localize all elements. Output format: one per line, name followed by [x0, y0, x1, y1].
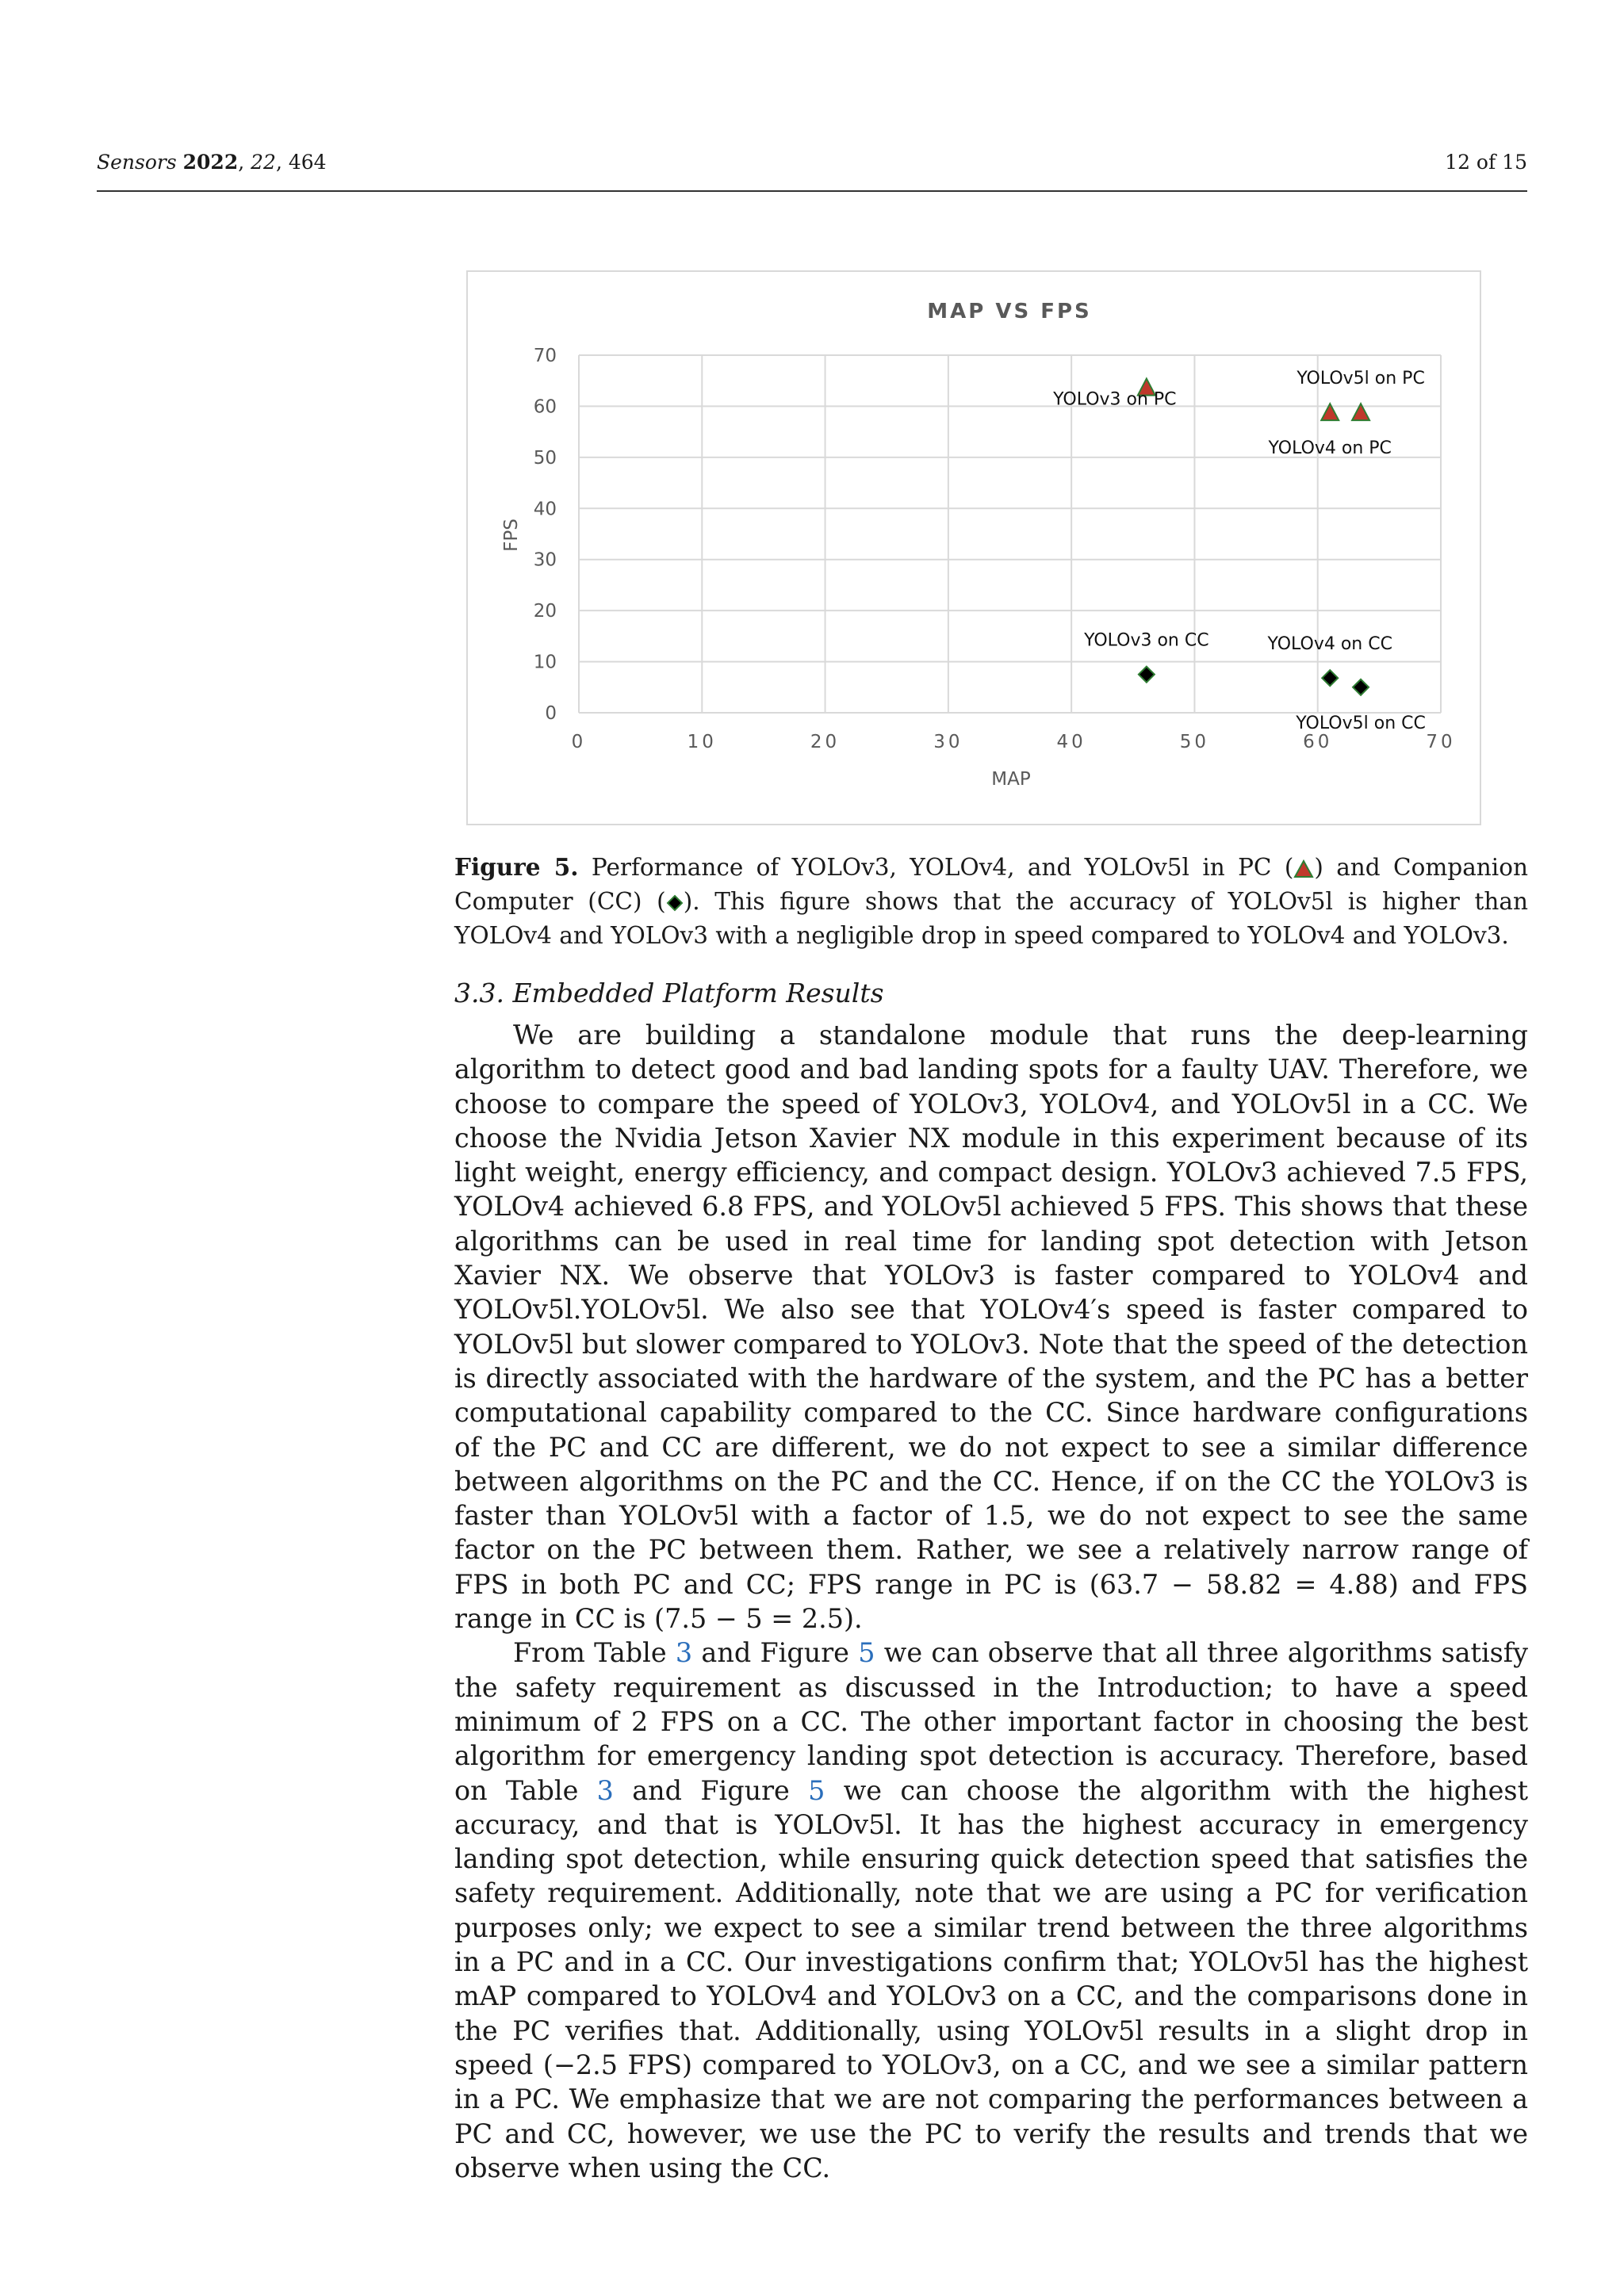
x-tick-label: 60	[1303, 732, 1333, 752]
citation: Sensors 2022, 22, 464	[97, 151, 327, 174]
x-tick-label: 30	[933, 732, 963, 752]
y-axis-label: FPS	[501, 519, 522, 552]
paragraph-2-text: From Table	[513, 1637, 676, 1669]
diamond-marker-icon	[666, 894, 684, 912]
y-tick-label: 30	[533, 549, 557, 571]
y-tick-label: 0	[545, 703, 557, 724]
journal-volume: 22	[251, 151, 276, 174]
y-tick-label: 50	[533, 447, 557, 469]
x-tick-label: 40	[1056, 732, 1086, 752]
cc-point-marker	[1322, 670, 1338, 686]
figure-5-link[interactable]: 5	[858, 1637, 875, 1669]
body-text	[454, 1018, 1528, 2185]
table-3-link[interactable]: 3	[675, 1637, 693, 1669]
figure-caption	[454, 850, 1528, 953]
paragraph-2-text: and Figure	[613, 1774, 809, 1806]
table-3-link[interactable]: 3	[596, 1774, 614, 1806]
x-axis-ticks	[572, 732, 1456, 752]
article-number: 464	[288, 151, 327, 174]
paragraph-2	[454, 1636, 1528, 2185]
x-tick-label: 20	[810, 732, 841, 752]
paragraph-2-text: we can observe that all three algorithms satisfy the safety requirement as discussed in the Introduction; to have a speed minimum of 2 FPS on a CC. The other important factor in choosing the best algorithm for emergency landing spot detection is accuracy. Therefore, based on Table	[454, 1637, 1529, 1806]
chart-grid	[579, 355, 1441, 713]
figure-5-link[interactable]: 5	[808, 1774, 825, 1806]
point-data-label: YOLOv5l on PC	[1297, 369, 1425, 389]
journal-year: 2022	[182, 151, 239, 174]
point-data-label: YOLOv4 on CC	[1267, 634, 1392, 655]
y-tick-label: 20	[533, 601, 557, 622]
map-vs-fps-chart	[468, 272, 1480, 824]
cc-point-marker	[1139, 667, 1155, 683]
figure-5	[466, 270, 1481, 825]
point-data-label: YOLOv5l on CC	[1296, 713, 1426, 733]
journal-name: Sensors	[97, 151, 177, 174]
y-axis-ticks	[534, 346, 557, 724]
figure-label: Figure 5.	[454, 853, 579, 881]
x-tick-label: 70	[1426, 732, 1456, 752]
x-axis-label: MAP	[991, 769, 1031, 790]
page-number: 12 of 15	[1445, 151, 1527, 174]
page-header	[97, 151, 1527, 192]
paragraph-2-text: we can choose the algorithm with the highest accuracy, and that is YOLOv5l. It has the highest accuracy in emergency landing spot detection, while ensuring quick detection speed that satisfies the safety requirement. Additionally, note that we are using a PC for verification purposes only; we expect to see a similar trend between the three algorithms in a PC and in a CC. Our investigations confirm that; YOLOv5l has the highest mAP compared to YOLOv4 and YOLOv3 on a CC, and the comparisons done in the PC verifies that. Additionally, using YOLOv5l results in a slight drop in speed (−2.5 FPS) compared to YOLOv3, on a CC, and we see a similar pattern in a PC. We emphasize that we are not comparing the performances between a PC and CC, however, we use the PC to verify the results and trends that we observe when using the CC.	[454, 1774, 1528, 2183]
y-tick-label: 70	[533, 346, 557, 366]
x-tick-label: 0	[571, 732, 587, 752]
paragraph-2-text: and Figure	[692, 1637, 859, 1669]
caption-text-1: Performance of YOLOv3, YOLOv4, and YOLOv5l in PC (	[578, 854, 1294, 881]
point-data-label: YOLOv3 on CC	[1084, 630, 1209, 651]
paragraph-1: We are building a standalone module that runs the deep-learning algorithm to detect good and bad landing spots for a faulty UAV. Therefore, we choose to compare the speed of YOLOv3, YOLOv4, and YOLOv5l in a CC. We choose the Nvidia Jetson Xavier NX module in this experiment because of its light weight, energy efficiency, and compact design. YOLOv3 achieved 7.5 FPS, YOLOv4 achieved 6.8 FPS, and YOLOv5l achieved 5 FPS. This shows that these algorithms can be used in real time for landing spot detection with Jetson Xavier NX. We observe that YOLOv3 is faster compared to YOLOv4 and YOLOv5l.YOLOv5l. We also see that YOLOv4′s speed is faster compared to YOLOv5l but slower compared to YOLOv3. Note that the speed of the detection is directly associated with the hardware of the system, and the PC has a better computational capability compared to the CC. Since hardware configurations of the PC and CC are different, we do not expect to see a similar difference between algorithms on the PC and the CC. Hence, if on the CC the YOLOv3 is faster than YOLOv5l with a factor of 1.5, we do not expect to see the same factor on the PC between them. Rather, we see a relatively narrow range of FPS in both PC and CC; FPS range in PC is (63.7 − 58.82 = 4.88) and FPS range in CC is (7.5 − 5 = 2.5).	[454, 1020, 1528, 1635]
point-data-label: YOLOv4 on PC	[1268, 438, 1392, 459]
caption-text-2: ) and Companion Computer (CC) (	[454, 854, 1528, 915]
y-tick-label: 10	[533, 652, 557, 673]
chart-title: MAP VS FPS	[927, 300, 1092, 323]
triangle-marker-icon	[1293, 859, 1314, 879]
y-tick-label: 60	[533, 396, 557, 418]
section-title: 3.3. Embedded Platform Results	[454, 978, 884, 1008]
chart-points	[1052, 369, 1426, 733]
x-tick-label: 10	[687, 732, 717, 752]
caption-text-3: ). This figure shows that the accuracy of YOLOv5l is higher than YOLOv4 and YOLOv3 with a negligible drop in speed compared to YOLOv4 and YOLOv3.	[454, 888, 1528, 949]
point-data-label: YOLOv3 on PC	[1053, 389, 1177, 410]
cc-point-marker	[1353, 679, 1369, 695]
x-tick-label: 50	[1179, 732, 1210, 752]
y-tick-label: 40	[533, 499, 557, 520]
